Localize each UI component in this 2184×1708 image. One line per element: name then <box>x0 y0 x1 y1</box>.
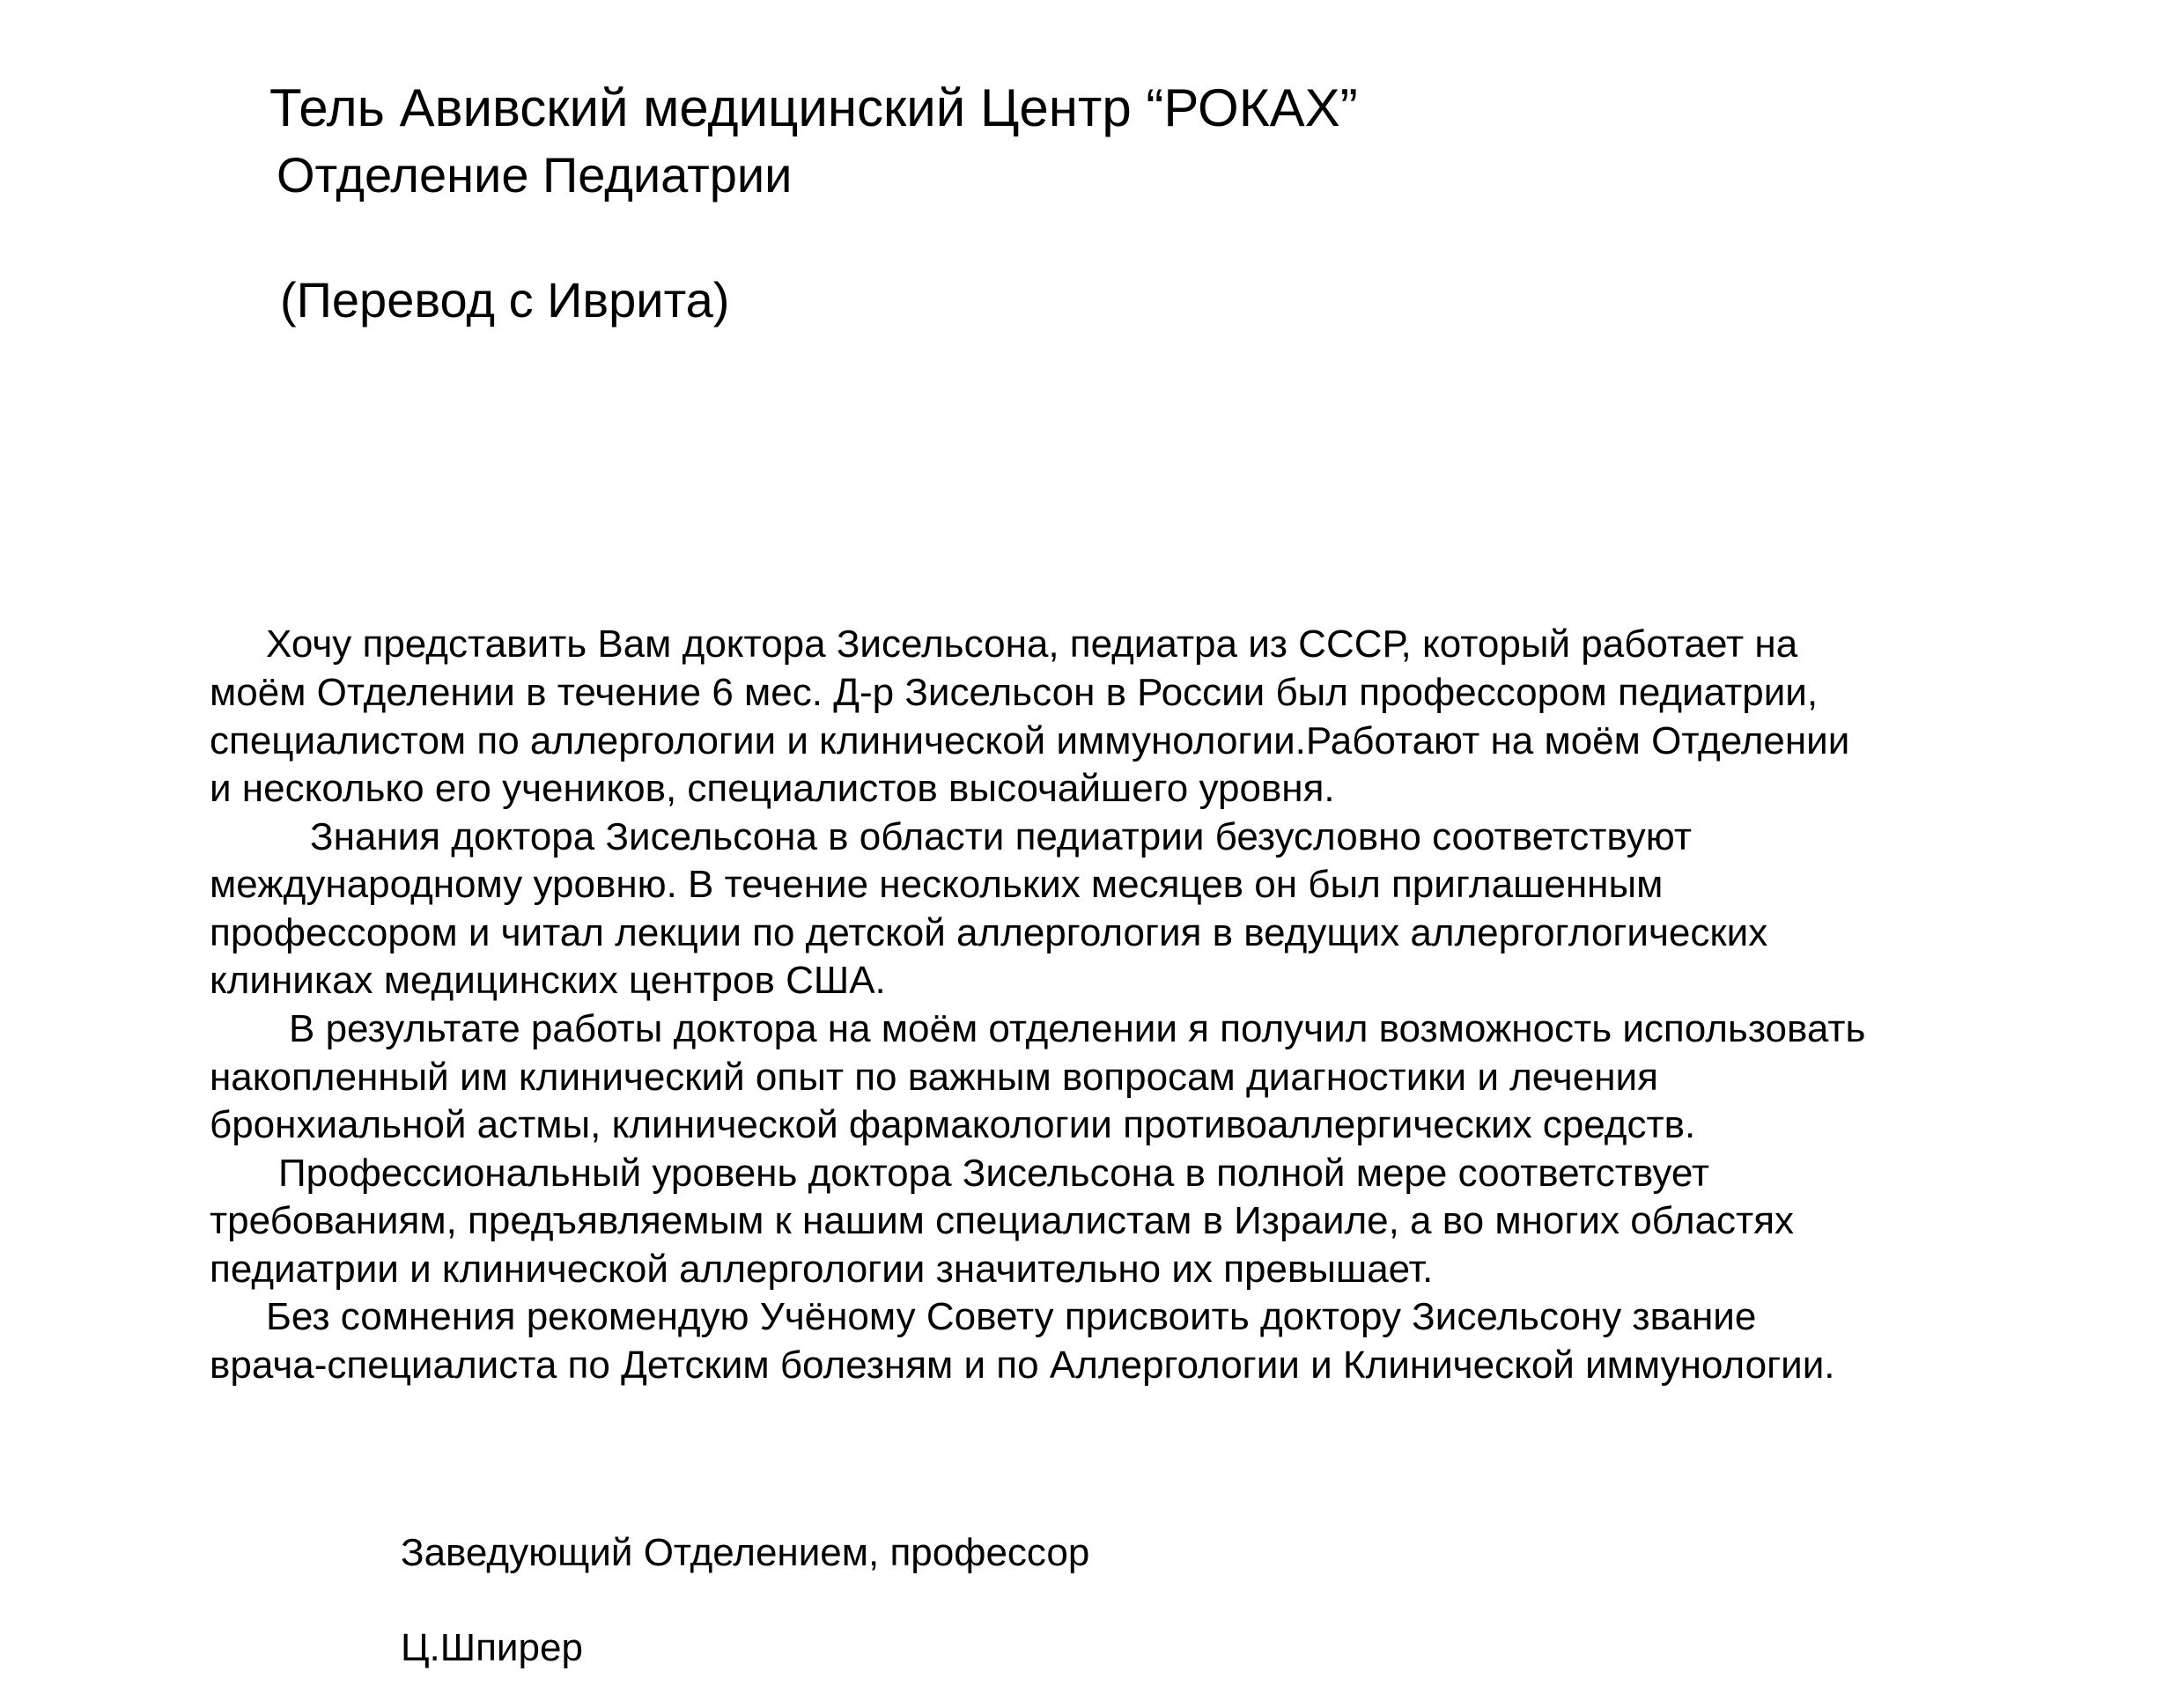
body-line: и несколько его учеников, специалистов высочайшего уровня. <box>210 767 1335 810</box>
body-line: Знания доктора Зисельсона в области педиатрии безусловно соответствуют <box>310 815 1692 858</box>
body-line: требованиям, предъявляемым к нашим специалистам в Израиле, а во многих областях <box>210 1199 1795 1242</box>
signatory-position: Заведующий Отделением, профессор <box>401 1531 1090 1574</box>
department-name: Отделение Педиатрии <box>277 147 793 202</box>
body-line: бронхиальной астмы, клинической фармакологии противоаллергических средств. <box>210 1103 1696 1146</box>
translation-note: (Перевод с Иврита) <box>280 272 730 328</box>
body-line: педиатрии и клинической аллергологии значительно их превышает. <box>210 1248 1434 1291</box>
body-line: Без сомнения рекомендую Учёному Совету присвоить доктору Зисельсону звание <box>266 1295 1757 1338</box>
signatory-name: Ц.Шпирер <box>401 1626 583 1669</box>
body-line: Хочу представить Вам доктора Зисельсона, педиатра из СССР, который работает на <box>266 622 1798 666</box>
body-line: В результате работы доктора на моём отделении я получил возможность использовать <box>289 1007 1866 1050</box>
body-line: специалистом по аллергологии и клинической иммунологии.Работают на моём Отделении <box>210 719 1850 762</box>
body-line: международному уровню. В течение нескольких месяцев он был приглашенным <box>210 863 1664 906</box>
body-line: накопленный им клинический опыт по важным вопросам диагностики и лечения <box>210 1056 1658 1099</box>
body-line: моём Отделении в течение 6 мес. Д-р Зисельсон в России был профессором педиатрии, <box>210 671 1819 714</box>
document-title: Тель Авивский медицинский Центр “РОКАХ” <box>269 78 1358 137</box>
body-line: профессором и читал лекции по детской аллергология в ведущих аллергоглогических <box>210 911 1768 954</box>
body-line: клиниках медицинских центров США. <box>210 959 886 1002</box>
body-line: врача-специалиста по Детским болезням и по Аллергологии и Клинической иммунологии. <box>210 1344 1835 1387</box>
body-line: Профессиональный уровень доктора Зисельсона в полной мере соответствует <box>278 1152 1709 1195</box>
